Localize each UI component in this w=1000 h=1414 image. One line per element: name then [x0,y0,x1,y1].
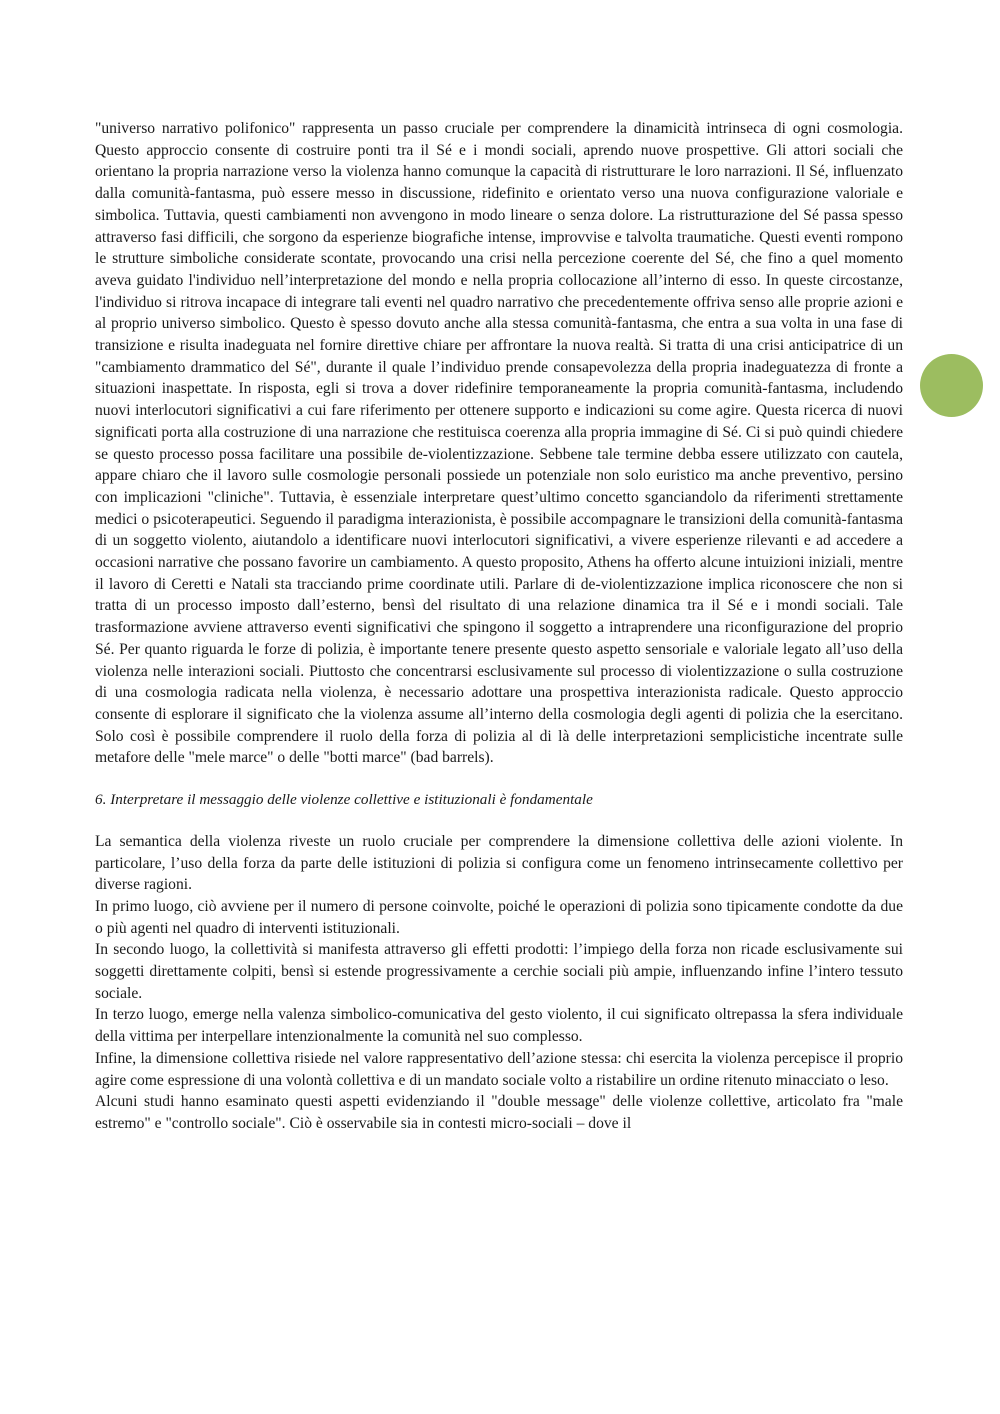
body-paragraph: In primo luogo, ciò avviene per il numero di persone coinvolte, poiché le operazioni di polizia sono tipicamente condotte da due o più agenti nel quadro di interventi istituzionali. [95,897,903,937]
body-paragraph: "universo narrativo polifonico" rappresenta un passo cruciale per comprendere la dinamicità intrinseca di ogni cosmologia. Questo approccio consente di costruire ponti tra il Sé e i mondi sociali, aprendo nuove prospettive. Gli attori sociali che orientano la propria narrazione verso la violenza hanno comunque la capacità di ristrutturare le loro narrazioni. Il Sé, influenzato dalla comunità-fantasma, può essere messo in discussione, ridefinito e orientato verso una nuova configurazione valoriale e simbolica. Tuttavia, questi cambiamenti non avvengono in modo lineare o senza dolore. La ristrutturazione del Sé passa spesso attraverso fasi difficili, che sorgono da esperienze biografiche intense, improvvise e talvolta traumatiche. Questi eventi rompono le strutture simboliche considerate scontate, provocando una crisi nella percezione coerente del Sé, che fino a quel momento aveva guidato l'individuo nell’interpretazione del mondo e nella propria collocazione all’interno di esso. In queste circostanze, l'individuo si ritrova incapace di integrare tali eventi nel quadro narrativo che precedentemente offriva senso alle proprie azioni e al proprio universo simbolico. Questo è spesso dovuto anche alla stessa comunità-fantasma, che entra a sua volta in una fase di transizione e risulta inadeguata nel fornire direttive chiare per affrontare la nuova realtà. Si tratta di una crisi anticipatrice di un "cambiamento drammatico del Sé", durante il quale l’individuo prende consapevolezza della propria inadeguatezza di fronte a situazioni inaspettate. In risposta, egli si trova a dover ridefinire temporaneamente la propria comunità-fantasma, includendo nuovi interlocutori significativi a cui fare riferimento per ottenere supporto e indicazioni su come agire. Questa ricerca di nuovi significati porta alla costruzione di una narrazione che restituisca coerenza alla propria immagine di Sé. Ci si può quindi chiedere se questo processo possa facilitare una possibile de-violentizzazione. Sebbene tale termine debba essere utilizzato con cautela, appare chiaro che il lavoro sulle cosmologie personali possiede un potenziale non solo euristico ma anche preventivo, persino con implicazioni "cliniche". Tuttavia, è essenziale interpretare quest’ultimo concetto sganciandolo da riferimenti strettamente medici o psicoterapeutici. Seguendo il paradigma interazionista, è possibile accompagnare le transizioni della comunità-fantasma di un soggetto violento, aiutandolo a identificare nuovi interlocutori significativi, a vivere esperienze rilevanti e ad accedere a occasioni narrative che possano favorire un cambiamento. A questo proposito, Athens ha offerto alcune intuizioni iniziali, mentre il lavoro di Ceretti e Natali sta tracciando prime coordinate utili. Parlare di de-violentizzazione implica riconoscere che non si tratta di un processo imposto dall’esterno, bensì del risultato di una relazione dinamica tra il Sé e i mondi sociali. Tale trasformazione avviene attraverso eventi significativi che spingono il soggetto a intraprendere una riconfigurazione del proprio Sé. Per quanto riguarda le forze di polizia, è importante tenere presente questo aspetto sensoriale e valoriale legato all’uso della violenza nelle interazioni sociali. Piuttosto che concentrarsi esclusivamente sul processo di violentizzazione o sulla costruzione di una cosmologia radicata nella violenza, è necessario adottare una prospettiva interazionista radicale. Questo approccio consente di esplorare il significato che la violenza assume all’interno della cosmologia degli agenti di polizia che la esercitano. Solo così è possibile comprendere il ruolo della forza di polizia al di là delle interpretazioni semplicistiche incentrate sulle metafore delle "mele marce" o delle "botti marce" (bad barrels). [95,120,903,767]
page-marker-circle [920,354,983,417]
body-paragraph: In terzo luogo, emerge nella valenza simbolico-comunicativa del gesto violento, il cui significato oltrepassa la sfera individuale della vittima per interpellare intenzionalmente la comunità nel suo complesso. [95,1006,903,1046]
body-paragraph: In secondo luogo, la collettività si manifesta attraverso gli effetti prodotti: l’impiego della forza non ricade esclusivamente sui soggetti direttamente colpiti, bensì si estende progressivamente a cerchie sociali più ampie, influenzando infine l’intero tessuto sociale. [95,941,903,1002]
body-paragraph: Alcuni studi hanno esaminato questi aspetti evidenziando il "double message" delle violenze collettive, articolato fra "male estremo" e "controllo sociale". Ciò è osservabile sia in contesti micro-sociali – dove il [95,1093,903,1132]
body-paragraph: La semantica della violenza riveste un ruolo cruciale per comprendere la dimensione collettiva delle azioni violente. In particolare, l’uso della forza da parte delle istituzioni di polizia si configura come un fenomeno intrinsecamente collettivo per diverse ragioni. [95,832,903,894]
document-page [95,118,903,1135]
body-paragraph: Infine, la dimensione collettiva risiede nel valore rappresentativo dell’azione stessa: chi esercita la violenza percepisce il proprio agire come espressione di una volontà collettiva e di un mandato sociale volto a ristabilire un ordine ritenuto minacciato o leso. [95,1049,903,1089]
section-heading: 6. Interpretare il messaggio delle violenze collettive e istituzionali è fondamentale [95,791,593,809]
